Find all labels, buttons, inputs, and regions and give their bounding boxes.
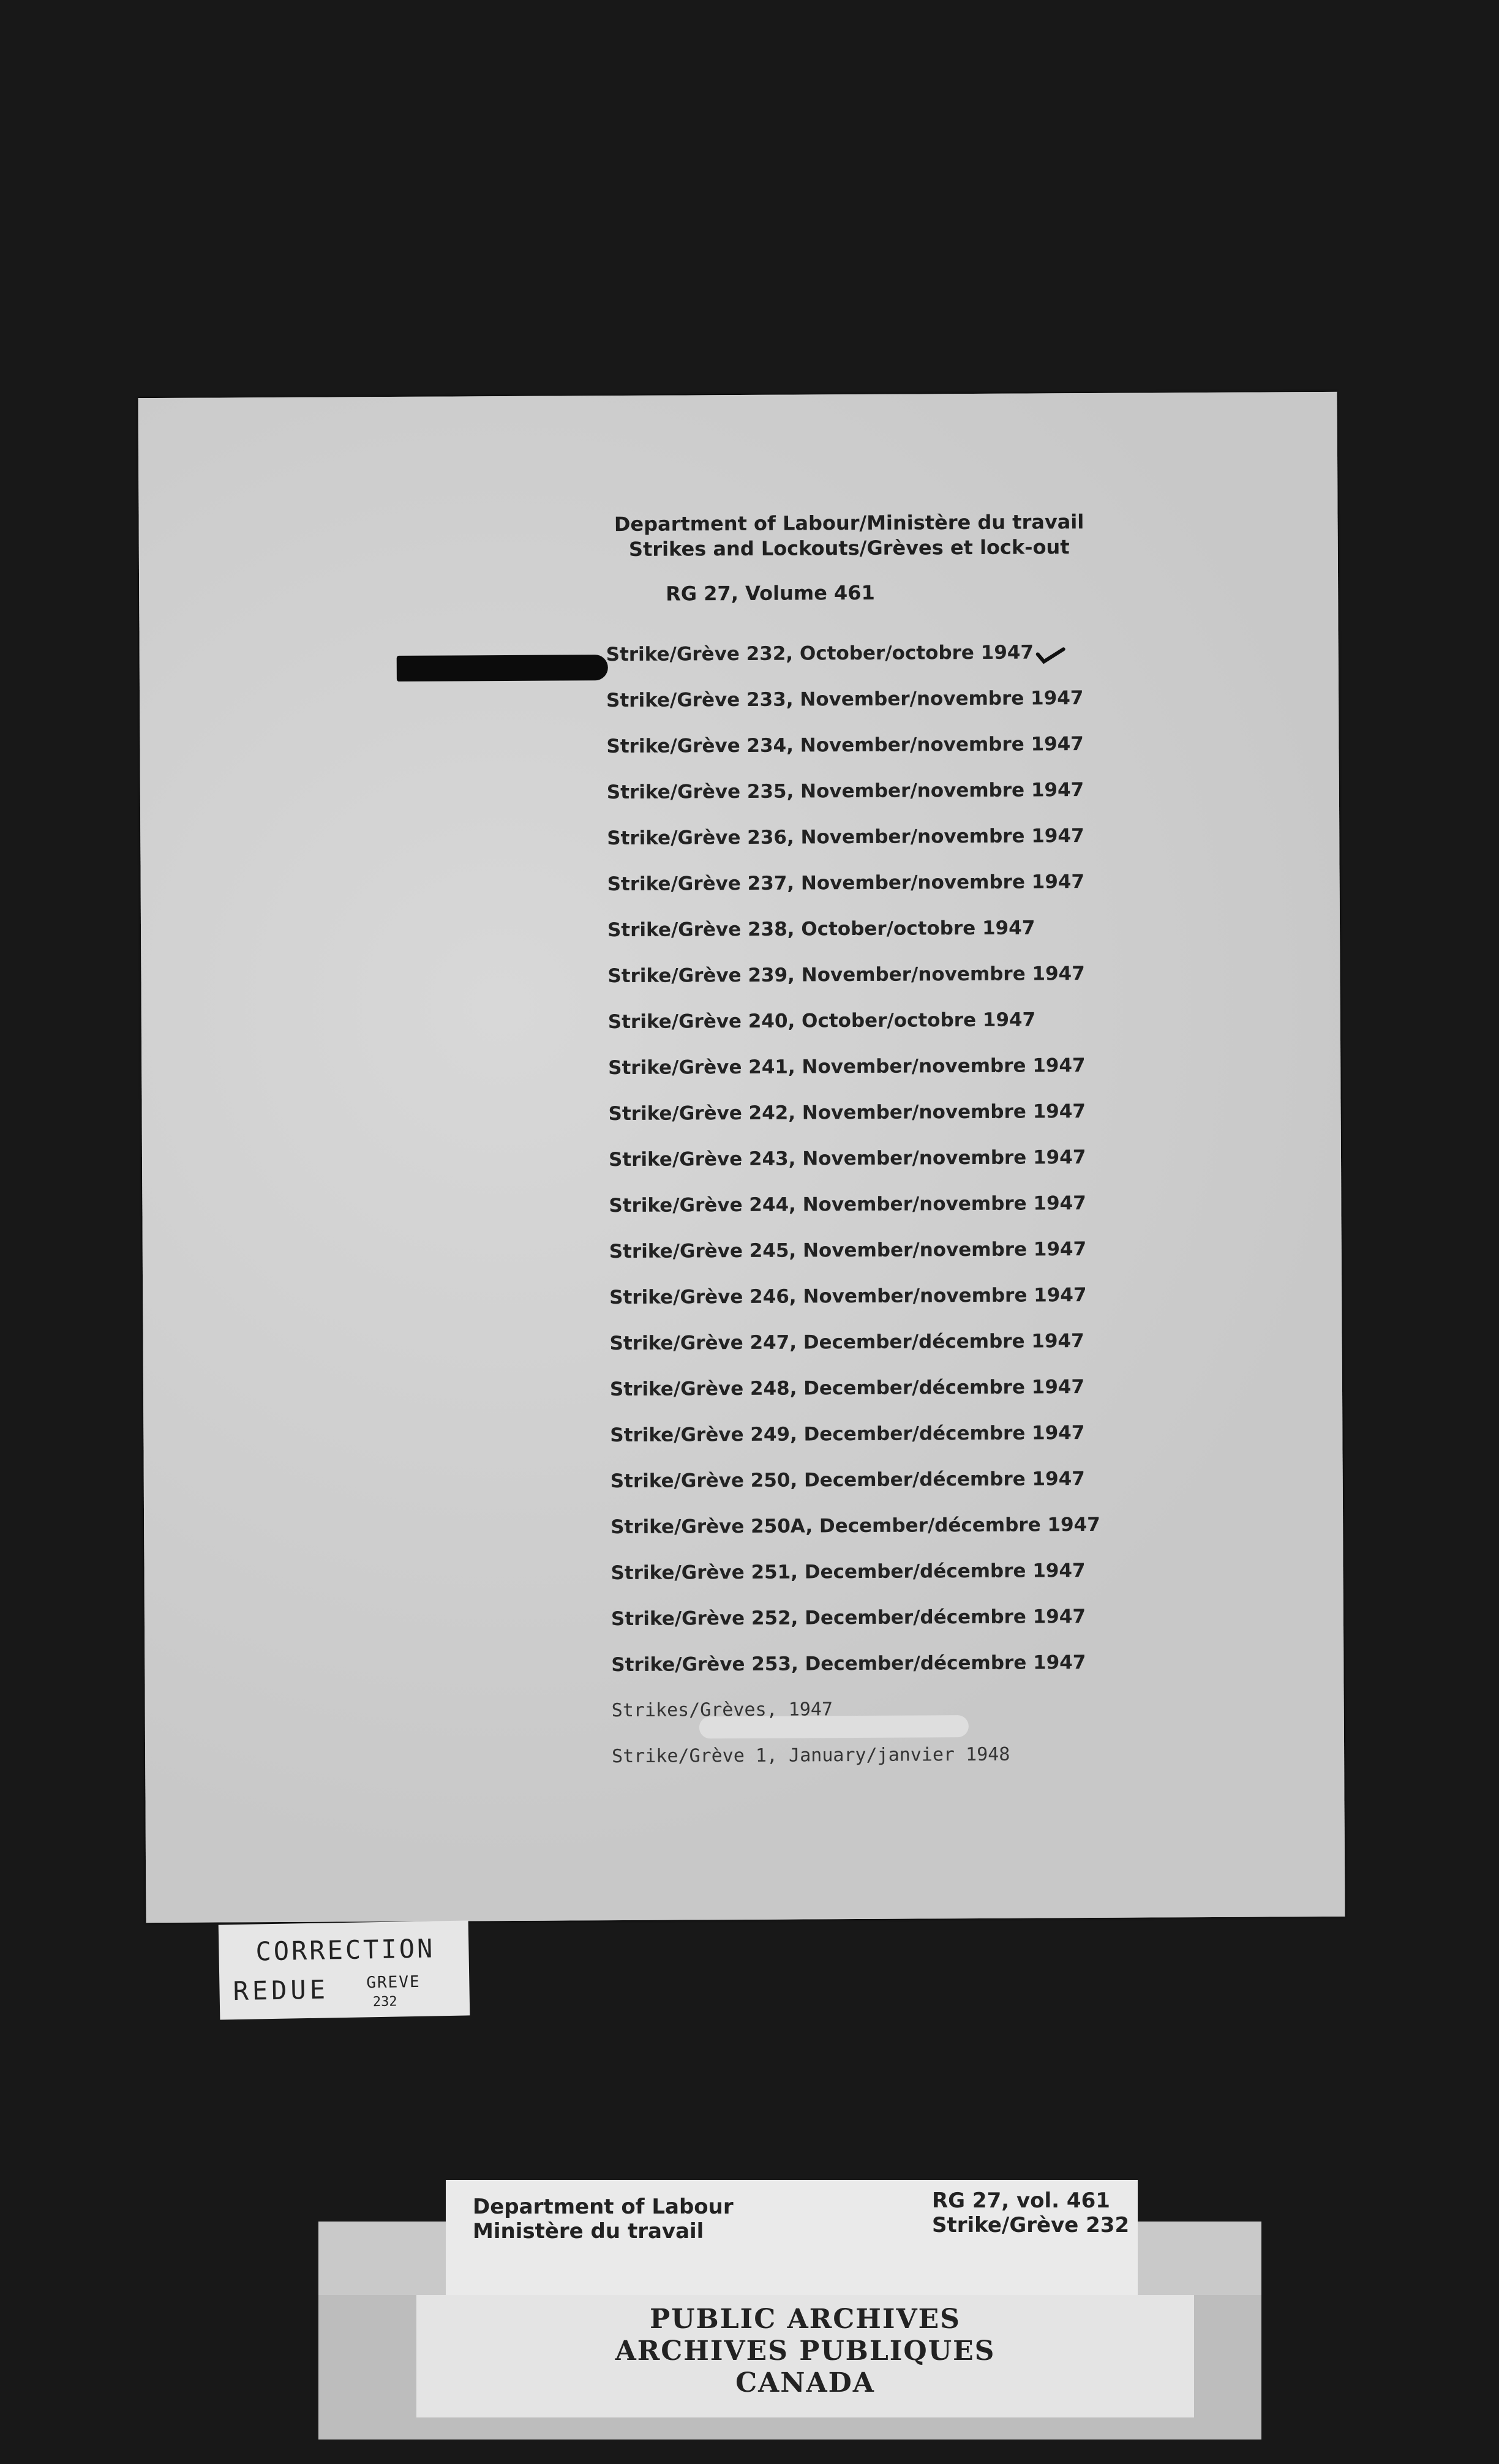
list-item: Strike/Grève 245, November/novembre 1947: [609, 1238, 1087, 1263]
list-item: Strike/Grève 250, December/décembre 1947: [610, 1468, 1085, 1493]
list-item: Strike/Grève 241, November/novembre 1947: [608, 1054, 1086, 1080]
note-line-3: GREVE: [366, 1972, 421, 1993]
label-right-line-2: Strike/Grève 232: [932, 2213, 1130, 2237]
archive-stamp: [416, 2295, 1194, 2417]
holder-tab-left: [318, 2222, 447, 2295]
list-item: Strike/Grève 250A, December/décembre 1947: [610, 1513, 1100, 1539]
list-item: Strikes/Grèves, 1947: [611, 1699, 833, 1722]
label-reference: [932, 2188, 1129, 2237]
list-item: Strike/Grève 248, December/décembre 1947: [609, 1376, 1085, 1401]
folder-label: [446, 2180, 1138, 2296]
document-header: [543, 509, 1155, 562]
list-item: Strike/Grève 232, October/octobre 1947: [606, 641, 1034, 666]
label-left-line-1: Department of Labour: [473, 2195, 734, 2219]
note-line-2: REDUE: [233, 1974, 329, 2007]
stamp-line-1: PUBLIC ARCHIVES: [650, 2304, 961, 2335]
holder-tab-right: [1133, 2222, 1261, 2295]
list-item: Strike/Grève 233, November/novembre 1947: [606, 687, 1084, 712]
list-item: Strike/Grève 252, December/décembre 1947: [610, 1606, 1086, 1631]
label-right-line-1: RG 27, vol. 461: [932, 2188, 1110, 2213]
strike-list: [606, 640, 1317, 1792]
note-line-4: 232: [372, 1994, 397, 2010]
volume-line: RG 27, Volume 461: [666, 580, 875, 606]
list-item: Strike/Grève 238, October/octobre 1947: [607, 917, 1035, 942]
header-line-2: Strikes and Lockouts/Grèves et lock-out: [628, 535, 1070, 561]
list-item: Strike/Grève 239, November/novembre 1947: [607, 963, 1085, 988]
list-item: Strike/Grève 1, January/janvier 1948: [612, 1743, 1010, 1768]
header-line-1: Department of Labour/Ministère du travail: [614, 510, 1084, 536]
list-item: Strike/Grève 240, October/octobre 1947: [607, 1009, 1036, 1034]
list-item: Strike/Grève 249, December/décembre 1947: [610, 1422, 1085, 1447]
list-item: Strike/Grève 246, November/novembre 1947: [609, 1284, 1087, 1309]
handwritten-correction-note: [219, 1920, 470, 2019]
list-item: Strike/Grève 242, November/novembre 1947: [608, 1100, 1086, 1125]
stamp-line-2: ARCHIVES PUBLIQUES: [615, 2335, 996, 2367]
list-item: Strike/Grève 247, December/décembre 1947: [609, 1330, 1084, 1355]
list-item: Strike/Grève 236, November/novembre 1947: [607, 825, 1084, 850]
list-item: Strike/Grève 237, November/novembre 1947: [607, 871, 1085, 896]
label-department: [473, 2195, 734, 2244]
note-line-1: CORRECTION: [255, 1933, 435, 1967]
list-item: Strike/Grève 253, December/décembre 1947: [611, 1651, 1086, 1677]
list-item: Strike/Grève 243, November/novembre 1947: [608, 1146, 1086, 1171]
list-item: Strike/Grève 244, November/novembre 1947: [609, 1192, 1086, 1217]
list-item: Strike/Grève 235, November/novembre 1947: [606, 779, 1084, 804]
label-left-line-2: Ministère du travail: [473, 2219, 704, 2244]
stamp-line-3: CANADA: [735, 2367, 875, 2398]
redaction-mark: [397, 655, 608, 682]
list-item: Strike/Grève 234, November/novembre 1947: [606, 733, 1084, 758]
list-item: Strike/Grève 251, December/décembre 1947: [610, 1560, 1086, 1585]
document-page: [138, 392, 1345, 1923]
